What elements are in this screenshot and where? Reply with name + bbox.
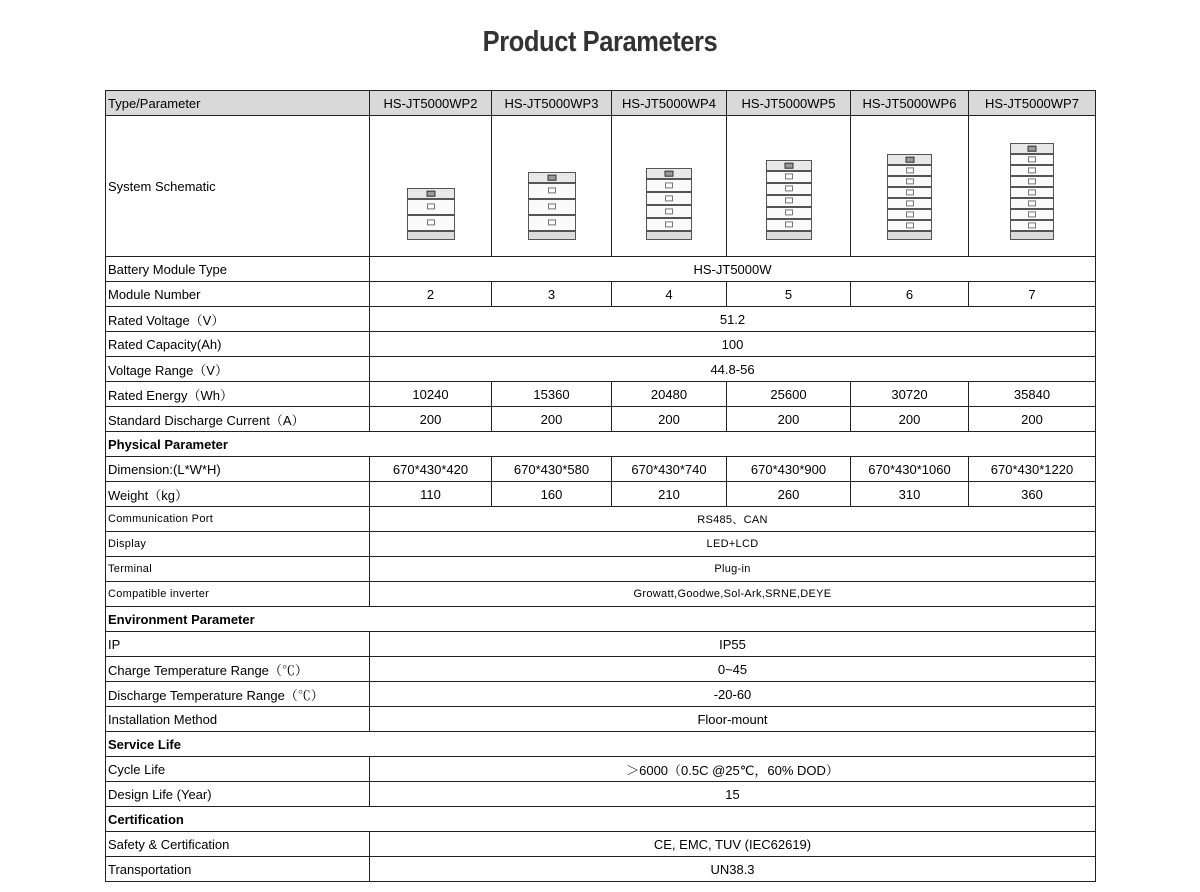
table-row bbox=[106, 632, 1096, 657]
table-row bbox=[106, 282, 1096, 307]
table-header-row bbox=[106, 91, 1096, 116]
row-value: Growatt,Goodwe,Sol-Ark,SRNE,DEYE bbox=[370, 582, 1096, 607]
model-header: HS-JT5000WP2 bbox=[370, 91, 492, 116]
battery-control-box bbox=[887, 154, 932, 165]
model-header: HS-JT5000WP4 bbox=[612, 91, 727, 116]
cell-value: 30720 bbox=[851, 382, 969, 407]
table-row bbox=[106, 782, 1096, 807]
row-value: -20-60 bbox=[370, 682, 1096, 707]
row-label: Communication Port bbox=[106, 507, 370, 532]
cell-value: 200 bbox=[370, 407, 492, 432]
table-row bbox=[106, 482, 1096, 507]
table-row bbox=[106, 307, 1096, 332]
cell-value: 670*430*580 bbox=[492, 457, 612, 482]
cell-value: 20480 bbox=[612, 382, 727, 407]
battery-module bbox=[1010, 176, 1054, 187]
table-row bbox=[106, 332, 1096, 357]
battery-module bbox=[887, 209, 932, 220]
schematic-cell bbox=[727, 116, 851, 257]
cell-value: 7 bbox=[969, 282, 1096, 307]
schematic-cell bbox=[969, 116, 1096, 257]
row-label: Dimension:(L*W*H) bbox=[106, 457, 370, 482]
cell-value: 200 bbox=[492, 407, 612, 432]
row-label: Terminal bbox=[106, 557, 370, 582]
battery-module bbox=[1010, 187, 1054, 198]
cell-value: 2 bbox=[370, 282, 492, 307]
cell-value: 5 bbox=[727, 282, 851, 307]
table-row bbox=[106, 382, 1096, 407]
table-row bbox=[106, 682, 1096, 707]
battery-stack-image bbox=[887, 154, 932, 240]
row-value: RS485、CAN bbox=[370, 507, 1096, 532]
row-label: System Schematic bbox=[106, 116, 370, 257]
section-title: Environment Parameter bbox=[106, 607, 1096, 632]
cell-value: 200 bbox=[612, 407, 727, 432]
battery-module bbox=[766, 171, 812, 183]
cell-value: 3 bbox=[492, 282, 612, 307]
section-title: Service Life bbox=[106, 732, 1096, 757]
battery-module bbox=[887, 165, 932, 176]
row-label: Design Life (Year) bbox=[106, 782, 370, 807]
battery-module bbox=[887, 187, 932, 198]
cell-value: 670*430*1060 bbox=[851, 457, 969, 482]
table-row bbox=[106, 757, 1096, 782]
battery-module bbox=[528, 199, 576, 215]
row-value: HS-JT5000W bbox=[370, 257, 1096, 282]
section-title: Physical Parameter bbox=[106, 432, 1096, 457]
row-value: ＞6000（0.5C @25℃，60% DOD） bbox=[370, 757, 1096, 782]
cell-value: 10240 bbox=[370, 382, 492, 407]
battery-module bbox=[646, 218, 692, 231]
cell-value: 25600 bbox=[727, 382, 851, 407]
cell-value: 210 bbox=[612, 482, 727, 507]
table-row bbox=[106, 707, 1096, 732]
schematic-row bbox=[106, 116, 1096, 257]
row-value: 0~45 bbox=[370, 657, 1096, 682]
battery-module bbox=[766, 219, 812, 231]
battery-stack-image bbox=[1010, 143, 1054, 240]
section-title: Certification bbox=[106, 807, 1096, 832]
battery-module bbox=[887, 198, 932, 209]
table-row bbox=[106, 407, 1096, 432]
row-value: LED+LCD bbox=[370, 532, 1096, 557]
cell-value: 35840 bbox=[969, 382, 1096, 407]
battery-module bbox=[766, 195, 812, 207]
row-value: 100 bbox=[370, 332, 1096, 357]
battery-control-box bbox=[1010, 143, 1054, 154]
battery-stack-image bbox=[528, 172, 576, 240]
cell-value: 200 bbox=[969, 407, 1096, 432]
cell-value: 200 bbox=[727, 407, 851, 432]
section-header-row bbox=[106, 432, 1096, 457]
cell-value: 4 bbox=[612, 282, 727, 307]
cell-value: 200 bbox=[851, 407, 969, 432]
section-header-row bbox=[106, 807, 1096, 832]
row-value: UN38.3 bbox=[370, 857, 1096, 882]
battery-base bbox=[887, 231, 932, 240]
battery-base bbox=[528, 231, 576, 240]
page-title: Product Parameters bbox=[482, 26, 718, 58]
row-label: Cycle Life bbox=[106, 757, 370, 782]
battery-stack-image bbox=[646, 168, 692, 240]
row-label: Standard Discharge Current（A） bbox=[106, 407, 370, 432]
battery-control-box bbox=[766, 160, 812, 171]
cell-value: 110 bbox=[370, 482, 492, 507]
battery-base bbox=[766, 231, 812, 240]
cell-value: 260 bbox=[727, 482, 851, 507]
row-value: 51.2 bbox=[370, 307, 1096, 332]
battery-module bbox=[407, 199, 455, 215]
battery-control-box bbox=[528, 172, 576, 183]
table-row bbox=[106, 557, 1096, 582]
battery-module bbox=[528, 215, 576, 231]
battery-module bbox=[646, 205, 692, 218]
row-label: Rated Energy（Wh） bbox=[106, 382, 370, 407]
row-value: CE, EMC, TUV (IEC62619) bbox=[370, 832, 1096, 857]
battery-module bbox=[766, 183, 812, 195]
model-header: HS-JT5000WP6 bbox=[851, 91, 969, 116]
cell-value: 310 bbox=[851, 482, 969, 507]
battery-module bbox=[766, 207, 812, 219]
battery-module bbox=[646, 192, 692, 205]
row-label: Rated Capacity(Ah) bbox=[106, 332, 370, 357]
schematic-cell bbox=[851, 116, 969, 257]
cell-value: 360 bbox=[969, 482, 1096, 507]
cell-value: 670*430*740 bbox=[612, 457, 727, 482]
model-header: HS-JT5000WP3 bbox=[492, 91, 612, 116]
row-label: Rated Voltage（V） bbox=[106, 307, 370, 332]
cell-value: 160 bbox=[492, 482, 612, 507]
battery-module bbox=[1010, 154, 1054, 165]
schematic-cell bbox=[492, 116, 612, 257]
battery-module bbox=[528, 183, 576, 199]
row-label: Discharge Temperature Range（℃） bbox=[106, 682, 370, 707]
schematic-cell bbox=[612, 116, 727, 257]
row-value: 44.8-56 bbox=[370, 357, 1096, 382]
cell-value: 6 bbox=[851, 282, 969, 307]
section-header-row bbox=[106, 732, 1096, 757]
battery-module bbox=[1010, 220, 1054, 231]
table-row bbox=[106, 457, 1096, 482]
cell-value: 15360 bbox=[492, 382, 612, 407]
battery-module bbox=[1010, 165, 1054, 176]
battery-module bbox=[1010, 198, 1054, 209]
table-row bbox=[106, 532, 1096, 557]
table-row bbox=[106, 507, 1096, 532]
battery-module bbox=[1010, 209, 1054, 220]
row-value: Floor-mount bbox=[370, 707, 1096, 732]
row-label: Battery Module Type bbox=[106, 257, 370, 282]
table-row bbox=[106, 357, 1096, 382]
row-label: Safety & Certification bbox=[106, 832, 370, 857]
battery-module bbox=[887, 220, 932, 231]
row-label: Compatible inverter bbox=[106, 582, 370, 607]
model-header: HS-JT5000WP5 bbox=[727, 91, 851, 116]
battery-base bbox=[407, 231, 455, 240]
cell-value: 670*430*1220 bbox=[969, 457, 1096, 482]
battery-stack-image bbox=[407, 188, 455, 240]
schematic-cell bbox=[370, 116, 492, 257]
row-label: Transportation bbox=[106, 857, 370, 882]
section-header-row bbox=[106, 607, 1096, 632]
row-value: 15 bbox=[370, 782, 1096, 807]
header-label: Type/Parameter bbox=[106, 91, 370, 116]
battery-module bbox=[407, 215, 455, 231]
battery-control-box bbox=[407, 188, 455, 199]
table-row bbox=[106, 857, 1096, 882]
row-label: Voltage Range（V） bbox=[106, 357, 370, 382]
table-row bbox=[106, 257, 1096, 282]
cell-value: 670*430*420 bbox=[370, 457, 492, 482]
battery-base bbox=[646, 231, 692, 240]
row-label: Weight（kg） bbox=[106, 482, 370, 507]
row-label: Charge Temperature Range（℃） bbox=[106, 657, 370, 682]
battery-module bbox=[887, 176, 932, 187]
table-row bbox=[106, 832, 1096, 857]
battery-module bbox=[646, 179, 692, 192]
row-label: IP bbox=[106, 632, 370, 657]
model-header: HS-JT5000WP7 bbox=[969, 91, 1096, 116]
table-row bbox=[106, 657, 1096, 682]
table-row bbox=[106, 582, 1096, 607]
battery-control-box bbox=[646, 168, 692, 179]
battery-base bbox=[1010, 231, 1054, 240]
row-label: Display bbox=[106, 532, 370, 557]
row-value: IP55 bbox=[370, 632, 1096, 657]
row-label: Installation Method bbox=[106, 707, 370, 732]
product-parameters-table bbox=[105, 90, 1096, 882]
battery-stack-image bbox=[766, 160, 812, 240]
row-value: Plug-in bbox=[370, 557, 1096, 582]
row-label: Module Number bbox=[106, 282, 370, 307]
cell-value: 670*430*900 bbox=[727, 457, 851, 482]
